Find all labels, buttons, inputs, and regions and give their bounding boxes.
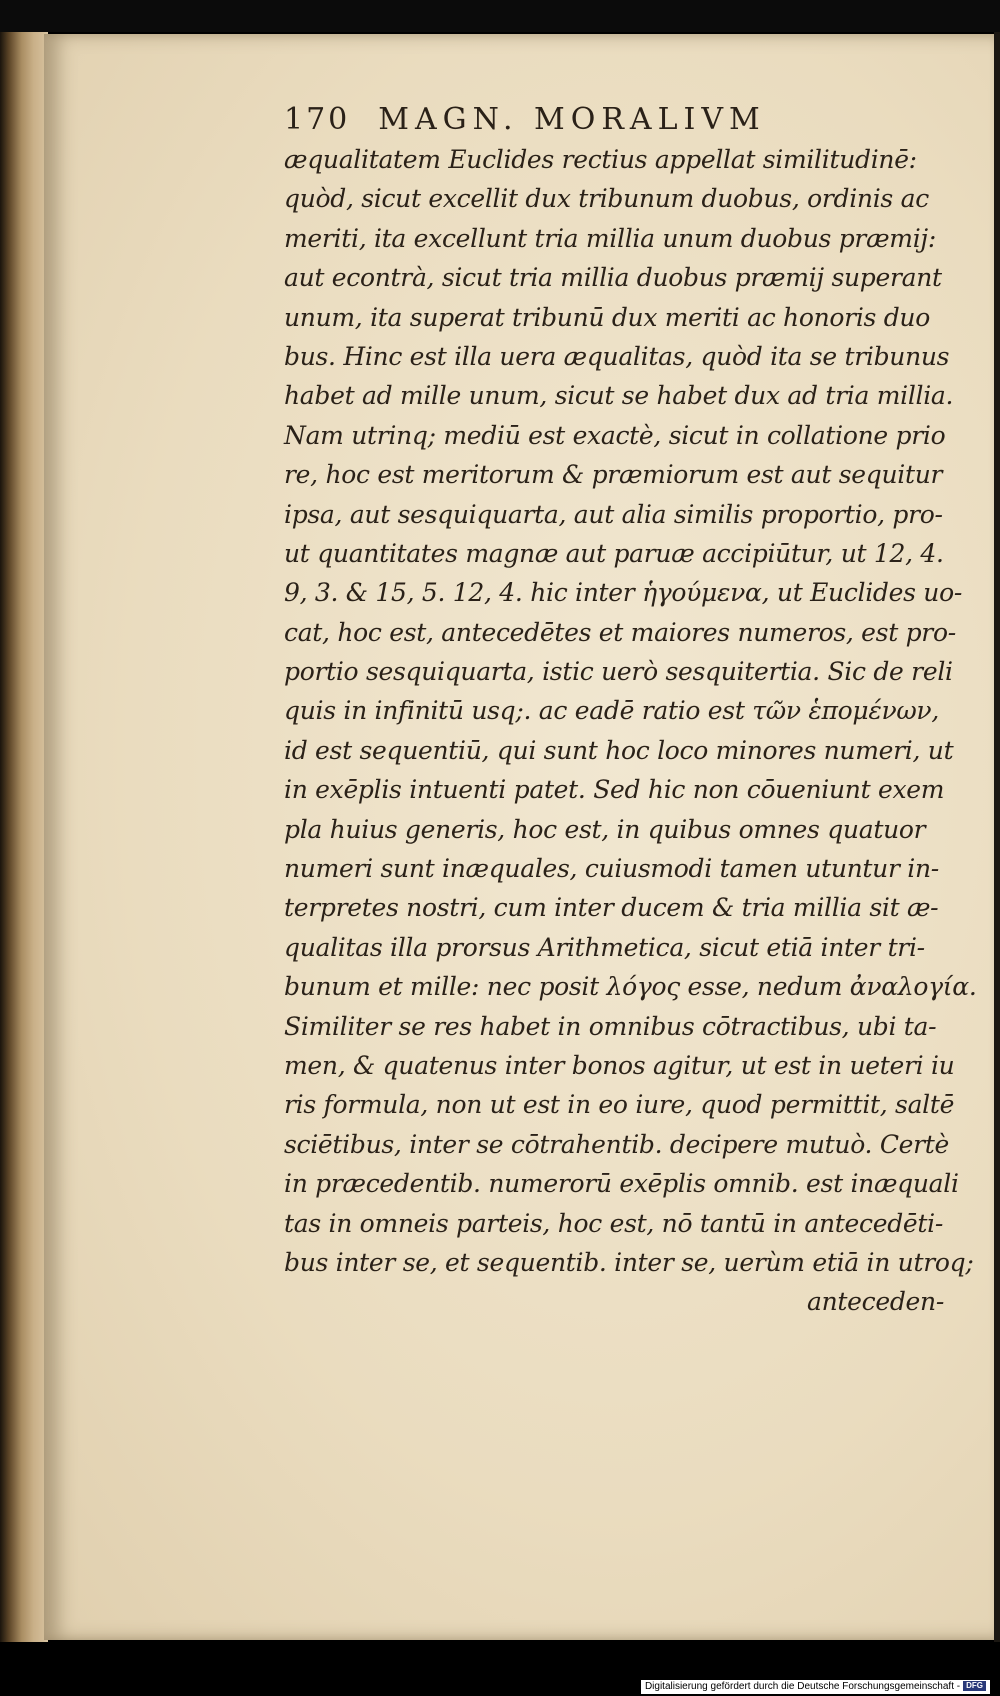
text-line: qualitas illa prorsus Arithmetica, sicut etiā inter tri- bbox=[284, 932, 925, 962]
text-line: pla huius generis, hoc est, in quibus omnes quatuor bbox=[284, 814, 926, 844]
scan-border-top bbox=[0, 0, 1000, 32]
text-line: bunum et mille: nec posit λόγος esse, nedum ἀναλογία. bbox=[284, 972, 977, 1002]
text-line: unum, ita superat tribunū dux meriti ac honoris duo bbox=[284, 302, 930, 332]
text-line: sciētibus, inter se cōtrahentib. decipere mutuò. Certè bbox=[284, 1129, 950, 1159]
book-edge bbox=[0, 32, 48, 1642]
text-line: bus. Hinc est illa uera æqualitas, quòd ita se tribunus bbox=[284, 341, 950, 371]
text-line: ris formula, non ut est in eo iure, quod permittit, saltē bbox=[284, 1090, 955, 1120]
digitization-credit bbox=[641, 1680, 990, 1694]
text-line: aut econtrà, sicut tria millia duobus præmij superant bbox=[284, 263, 942, 293]
text-line: Similiter se res habet in omnibus cōtractibus, ubi ta- bbox=[284, 1011, 937, 1041]
catchword: anteceden- bbox=[807, 1287, 944, 1317]
text-line: ut quantitates magnæ aut paruæ accipiūtur, ut 12, 4. bbox=[284, 538, 944, 568]
text-line: quis in infinitū usq;. ac eadē ratio est τῶν ἑπομένων, bbox=[284, 696, 939, 726]
text-line: Nam utrinq; mediū est exactè, sicut in collatione prio bbox=[284, 420, 946, 450]
text-line: bus inter se, et sequentib. inter se, uerùm etiā in utroq; bbox=[284, 1247, 974, 1277]
text-line: habet ad mille unum, sicut se habet dux ad tria millia. bbox=[284, 381, 954, 411]
text-line: id est sequentiū, qui sunt hoc loco minores numeri, ut bbox=[284, 735, 954, 765]
running-header bbox=[284, 100, 954, 140]
text-line: cat, hoc est, antecedētes et maiores numeros, est pro- bbox=[284, 617, 956, 647]
text-line: in præcedentib. numerorū exēplis omnib. est inæquali bbox=[284, 1169, 959, 1199]
text-line: re, hoc est meritorum & præmiorum est aut sequitur bbox=[284, 460, 943, 490]
text-line: tas in omneis parteis, hoc est, nō tantū in antecedēti- bbox=[284, 1208, 944, 1238]
text-line: quòd, sicut excellit dux tribunum duobus, ordinis ac bbox=[284, 184, 929, 214]
text-line: ipsa, aut sesquiquarta, aut alia similis proportio, pro- bbox=[284, 499, 943, 529]
text-line: in exēplis intuenti patet. Sed hic non cōueniunt exem bbox=[284, 775, 945, 805]
dfg-logo: DFG bbox=[963, 1681, 986, 1691]
text-line: meriti, ita excellunt tria millia unum duobus præmij: bbox=[284, 223, 936, 253]
text-line: 9, 3. & 15, 5. 12, 4. hic inter ἡγούμενα, ut Euclides uo- bbox=[284, 578, 963, 608]
scan-border-right bbox=[994, 32, 1000, 1642]
text-line: men, & quatenus inter bonos agitur, ut est in ueteri iu bbox=[284, 1050, 955, 1080]
text-line: æqualitatem Euclides rectius appellat similitudinē: bbox=[284, 145, 917, 174]
text-line: portio sesquiquarta, istic uerò sesquitertia. Sic de reli bbox=[284, 657, 953, 687]
text-line: terpretes nostri, cum inter ducem & tria millia sit æ- bbox=[284, 893, 939, 923]
running-title: MAGN. MORALIVM bbox=[378, 102, 766, 137]
page-text bbox=[284, 100, 977, 1322]
credit-text: Digitalisierung gefördert durch die Deutsche Forschungsgemeinschaft - bbox=[644, 1681, 961, 1692]
text-line: numeri sunt inæquales, cuiusmodi tamen utuntur in- bbox=[284, 854, 939, 884]
page-number: 170 bbox=[284, 102, 351, 137]
